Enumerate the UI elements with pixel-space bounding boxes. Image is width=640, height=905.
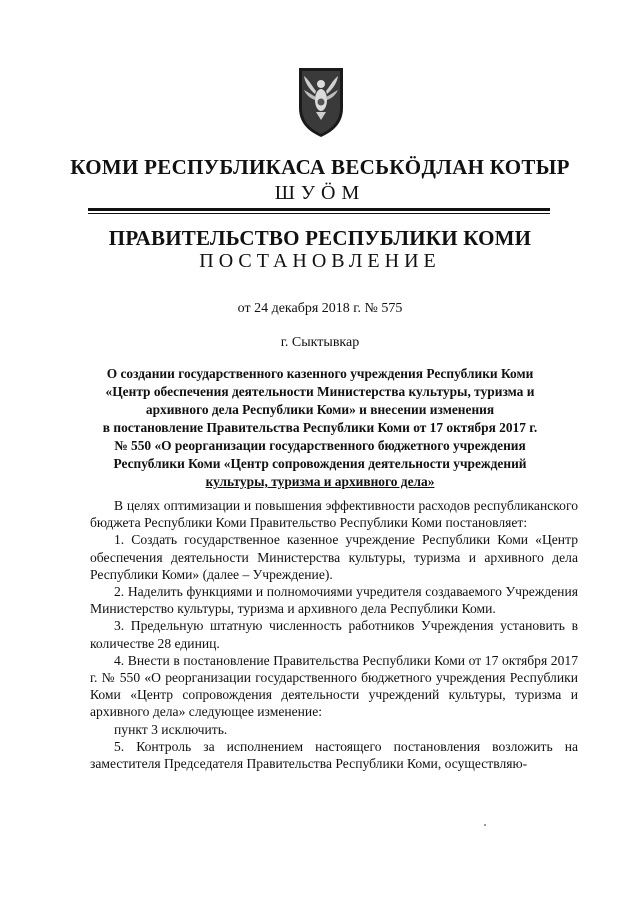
subject-line: О создании государственного казенного учреждения Республики Коми [106,366,534,381]
subject-line: Республики Коми «Центр сопровождения деятельности учреждений [113,456,527,471]
komi-document-type: ШУӦМ [274,182,366,204]
document-type: ПОСТАНОВЛЕНИЕ [199,250,441,272]
subject-line: «Центр обеспечения деятельности Министерства культуры, туризма и [105,384,535,399]
header-divider-thin [88,213,550,214]
komi-coat-of-arms-icon [296,66,346,138]
subject-line-underlined: культуры, туризма и архивного дела» [205,474,435,489]
subject-line: в постановление Правительства Республики Коми от 17 октября 2017 г. [102,420,538,435]
scan-speck [484,824,486,826]
subject-line: № 550 «О реорганизации государственного бюджетного учреждения [114,438,526,453]
document-subject [70,365,570,491]
paragraph-item-5: 5. Контроль за исполнением настоящего постановления возложить на заместителя Председателя Правительства Республики Коми, осуществляю- [90,738,578,772]
paragraph-item-4: 4. Внести в постановление Правительства Республики Коми от 17 октября 2017 г. № 550 «О реорганизации государственного бюджетного учреждения Республики Коми «Центр сопровождения деятельности учреждений культуры, туризма и архивного дела» следующее изменение: [90,652,578,720]
header-divider-thick [88,208,550,211]
government-title: ПРАВИТЕЛЬСТВО РЕСПУБЛИКИ КОМИ [108,226,532,250]
paragraph-item-1: 1. Создать государственное казенное учреждение Республики Коми «Центр обеспечения деятельности Министерства культуры, туризма и архивного дела Республики Коми» (далее – Учреждение). [90,532,578,582]
komi-government-title: КОМИ РЕСПУБЛИКАСА ВЕСЬКӦДЛАН КОТЫР [70,155,570,179]
paragraph-item-2: 2. Наделить функциями и полномочиями учредителя создаваемого Учреждения Министерство культуры, туризма и архивного дела Республики Коми. [90,584,578,617]
subject-line: архивного дела Республики Коми» и внесении изменения [145,402,495,417]
paragraph-preamble: В целях оптимизации и повышения эффективности расходов республиканского бюджета Республики Коми Правительство Республики Коми постановляет: [90,498,578,531]
paragraph-item-3: 3. Предельную штатную численность работников Учреждения установить в количестве 28 единиц. [90,618,578,651]
document-date-number: от 24 декабря 2018 г. № 575 [237,301,403,316]
paragraph-item-4-change: пункт 3 исключить. [114,721,228,737]
document-city: г. Сыктывкар [280,335,360,350]
document-body [90,497,578,772]
